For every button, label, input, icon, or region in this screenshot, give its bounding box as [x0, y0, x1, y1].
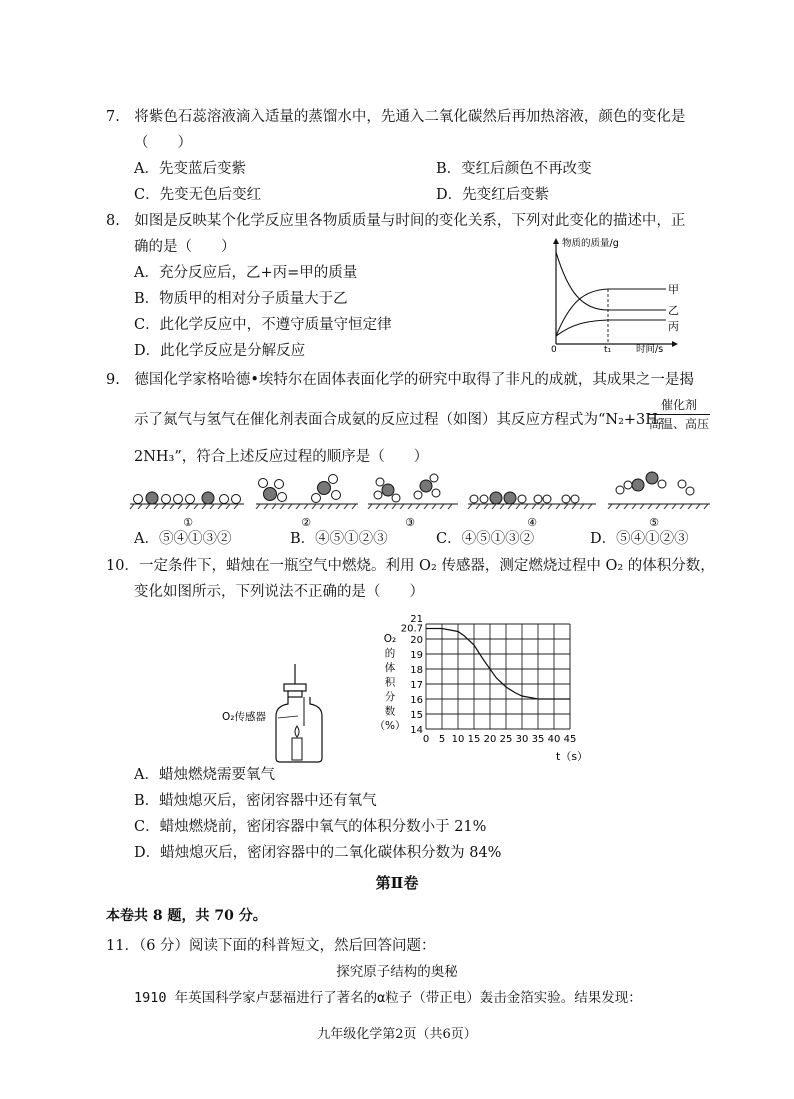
- o2-x-tick-7: 35: [531, 734, 545, 745]
- bottle-stopper: [288, 691, 302, 697]
- q8-option-a: A．充分反应后，乙+丙=甲的质量: [134, 265, 358, 281]
- q9-figure-1: [130, 492, 244, 529]
- page-footer: 九年级化学第2页（共6页）: [317, 1027, 477, 1042]
- q10-apparatus: [218, 660, 328, 770]
- candle: [292, 738, 302, 760]
- q9-figure-5: [608, 472, 710, 529]
- q8-t1-label: t₁: [604, 345, 612, 354]
- o2-y-label-char-1: 的: [384, 647, 396, 660]
- q9-option-b: B．④⑤①②③: [290, 531, 388, 547]
- o2-y-label-char-4: 分: [384, 691, 396, 703]
- o2-y-label-char-6: （%）: [374, 720, 406, 732]
- q8-y-label: 物质的质量/g: [562, 238, 619, 249]
- o2-x-ticks: [423, 734, 577, 745]
- q8-curve-yi: [556, 252, 666, 310]
- q7-stem: 7. 将紫色石蕊溶液滴入适量的蒸馏水中，先通入二氧化碳然后再加热溶液，颜色的变化是: [106, 109, 686, 125]
- q8-curve-jia: [556, 289, 666, 336]
- q8-curve-bing: [556, 320, 666, 336]
- q10-stem: 10．一定条件下，蜡烛在一瓶空气中燃烧。利用 O₂ 传感器，测定燃烧过程中 O₂ 的体积分数，: [106, 558, 715, 574]
- section-2-title: 第Ⅱ卷: [375, 874, 419, 892]
- q10-option-c: C．蜡烛燃烧前，密闭容器中氧气的体积分数小于 21%: [134, 819, 487, 835]
- q10-stem-cont: 变化如图所示，下列说法不正确的是（ ）: [134, 584, 424, 600]
- q11-article-title: 探究原子结构的奥秘: [336, 964, 458, 980]
- q9-figure-2: [256, 475, 358, 530]
- o2-y-tick-3: 17: [410, 680, 423, 691]
- o2-x-tick-6: 30: [515, 734, 529, 745]
- q9-reaction-condition: [648, 398, 710, 431]
- q9-reaction-figures: [128, 470, 712, 532]
- o2-y-tick-1: 15: [410, 710, 423, 721]
- q9-figure-3: [368, 474, 458, 529]
- q9-label-4: ④: [527, 516, 537, 529]
- o2-x-tick-3: 15: [467, 734, 481, 745]
- o2-y-tick-8: 21: [410, 614, 423, 625]
- q7-option-a: A．先变蓝后变紫: [134, 161, 246, 177]
- o2-y-label-char-5: 数: [384, 705, 396, 718]
- q9-label-3: ③: [405, 516, 415, 529]
- sensor-probe-top: [284, 684, 306, 691]
- q9-stem-cont: 示了氮气与氢气在催化剂表面合成氨的反应过程（如图）其反应方程式为“N₂+3H₂: [134, 412, 664, 428]
- q8-stem: 8. 如图是反映某个化学反应里各物质质量与时间的变化关系，下列对此变化的描述中，正: [106, 213, 686, 229]
- q8-option-c: C．此化学反应中，不遵守质量守恒定律: [134, 317, 392, 333]
- q9-temperature-pressure: 高温、高压: [648, 417, 709, 431]
- q9-stem: 9. 德国化学家格哈德•埃特尔在固体表面化学的研究中取得了非凡的成就，其成果之一是揭: [106, 372, 694, 388]
- o2-y-axis-label: [375, 633, 406, 732]
- q8-label-bing: 丙: [668, 320, 679, 333]
- o2-y-tick-0: 14: [410, 725, 423, 736]
- q8-option-b: B．物质甲的相对分子质量大于乙: [134, 291, 348, 307]
- q9-label-1: ①: [183, 516, 193, 529]
- q7-option-c: C．先变无色后变红: [134, 187, 262, 203]
- q10-option-b: B．蜡烛熄灭后，密闭容器中还有氧气: [134, 793, 377, 809]
- q8-label-yi: 乙: [668, 304, 679, 317]
- q10-option-a: A．蜡烛燃烧需要氧气: [134, 767, 275, 783]
- q8-x-arrow: [672, 341, 678, 347]
- o2-y-tick-7: 20.7: [400, 623, 423, 635]
- q8-x-label: 时间/s: [636, 344, 664, 354]
- q8-origin: 0: [551, 345, 557, 354]
- o2-grid: [426, 624, 570, 729]
- q9-option-a: A．⑤④①③②: [134, 531, 232, 547]
- o2-x-axis-label: t（s）: [556, 750, 589, 763]
- q8-y-arrow: [553, 238, 559, 244]
- o2-y-label-char-0: O₂: [383, 633, 397, 645]
- q7-option-b: B．变红后颜色不再改变: [436, 161, 592, 177]
- o2-x-tick-9: 45: [563, 734, 577, 745]
- o2-y-label-char-3: 积: [384, 676, 396, 689]
- sensor-pointer: [278, 716, 298, 718]
- q8-label-jia: 甲: [668, 283, 679, 296]
- o2-y-tick-2: 16: [410, 695, 423, 706]
- q10-o2-chart: [370, 608, 590, 768]
- q9-label-2: ②: [301, 516, 311, 529]
- sensor-label: O₂传感器: [222, 711, 266, 723]
- q8-stem-cont: 确的是（ ）: [134, 239, 236, 255]
- q8-option-d: D．此化学反应是分解反应: [134, 343, 306, 359]
- q7-bracket: （ ）: [134, 135, 192, 151]
- o2-x-tick-4: 20: [483, 734, 497, 745]
- o2-y-label-char-2: 体: [384, 662, 396, 674]
- o2-x-tick-2: 10: [451, 734, 465, 745]
- q11-stem: 11．（6 分）阅读下面的科普短文，然后回答问题：: [106, 938, 436, 954]
- q9-figure-4: [468, 492, 596, 529]
- o2-y-tick-6: 20: [410, 635, 423, 646]
- q9-stem-end: 2NH₃”，符合上述反应过程的顺序是（ ）: [134, 449, 429, 465]
- o2-x-tick-0: 0: [422, 734, 430, 745]
- q9-label-5: ⑤: [649, 516, 659, 529]
- q9-option-c: C．④⑤①③②: [436, 531, 535, 547]
- o2-y-tick-5: 19: [410, 650, 423, 661]
- o2-y-ticks: [401, 614, 423, 736]
- q9-catalyst: 催化剂: [660, 398, 697, 412]
- q11-article-line: 1910 年英国科学家卢瑟福进行了著名的α粒子（带正电）轰击金箔实验。结果发现：: [134, 990, 642, 1006]
- q9-condition-bar: [648, 414, 710, 415]
- candle-flame-icon: [295, 726, 299, 737]
- o2-x-tick-5: 25: [499, 734, 513, 745]
- o2-x-tick-1: 5: [438, 734, 446, 745]
- o2-y-tick-4: 18: [410, 665, 423, 676]
- q8-mass-time-chart: [540, 232, 690, 354]
- q7-option-d: D．先变红后变紫: [436, 187, 550, 203]
- o2-x-tick-8: 40: [547, 734, 561, 745]
- section-2-note: 本卷共 8 题，共 70 分。: [106, 908, 267, 924]
- q10-option-d: D．蜡烛熄灭后，密闭容器中的二氧化碳体积分数为 84%: [134, 845, 502, 861]
- q9-option-d: D．⑤④①②③: [590, 531, 689, 547]
